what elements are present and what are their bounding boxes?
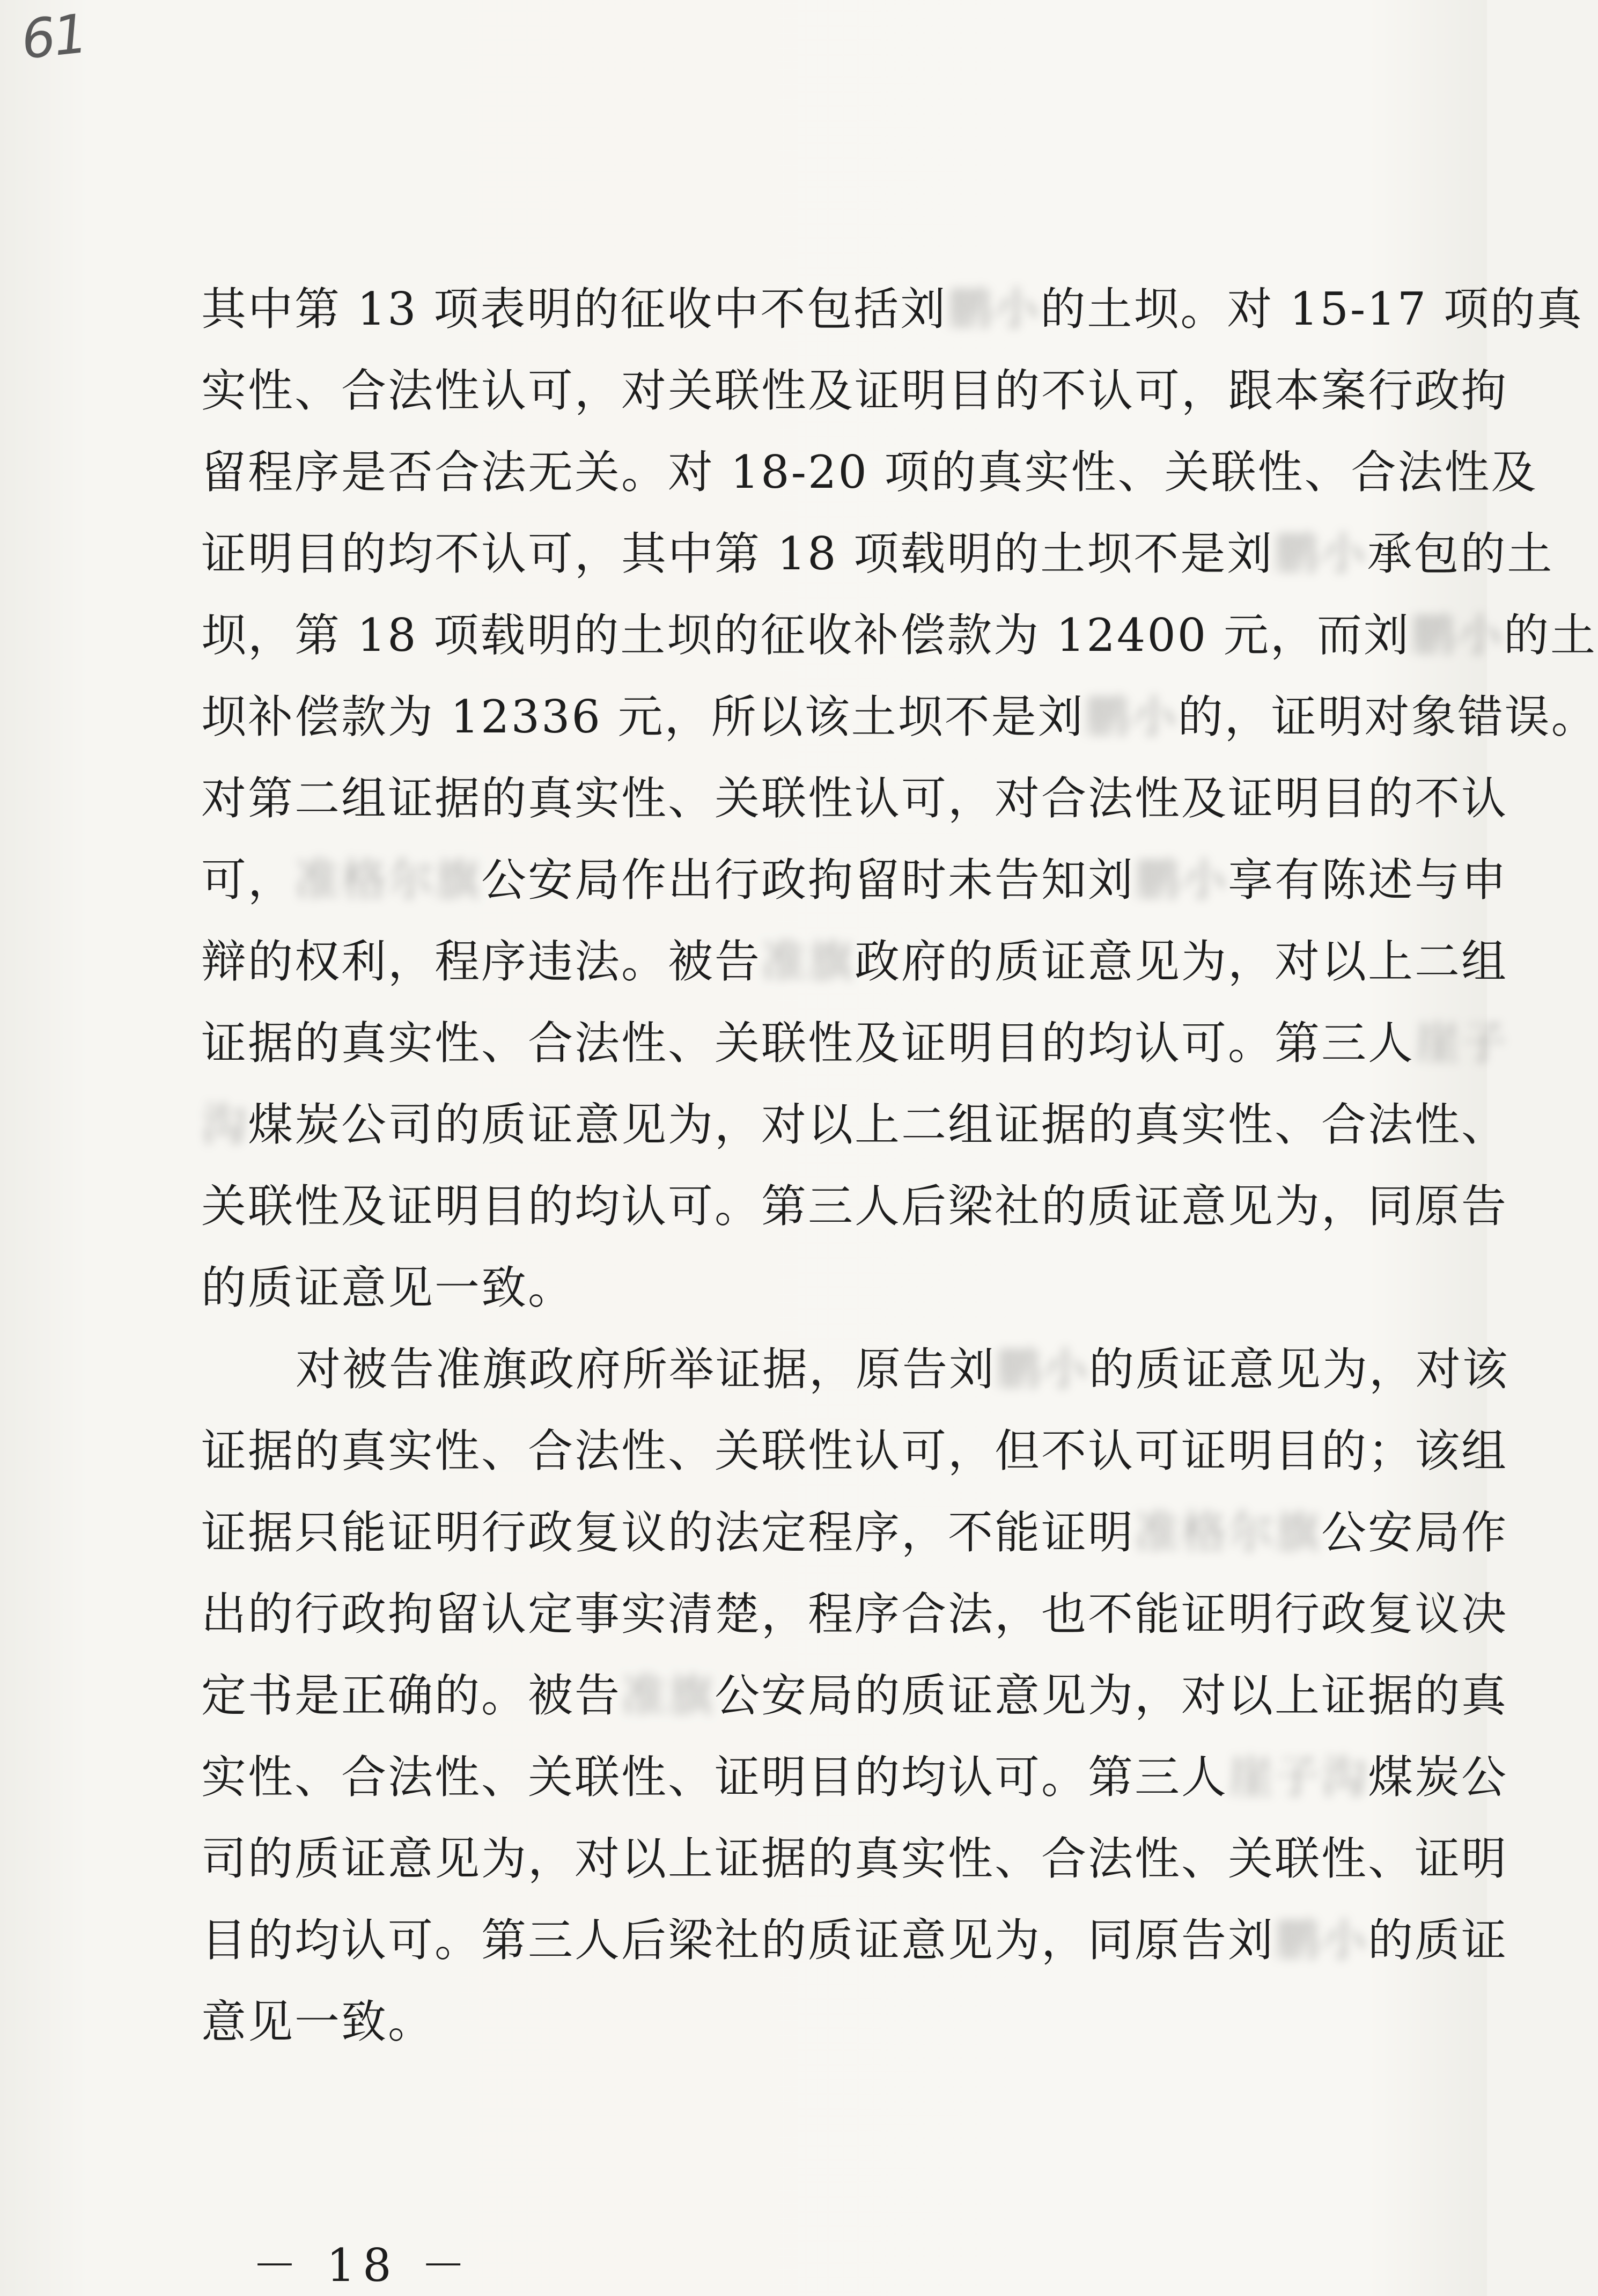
text-segment: 的土坝。对 15-17 项的真 <box>1040 283 1584 335</box>
text-line <box>201 513 1554 595</box>
redacted-name: 鹏小 <box>1410 609 1504 662</box>
redacted-name: 鹏小 <box>947 283 1041 335</box>
redacted-name: 准格尔旗 <box>294 854 482 906</box>
text-segment: 煤炭公司的质证意见为，对以上二组证据的真实性、合法性、 <box>248 1098 1508 1151</box>
redacted-name: 鹏小 <box>1275 1914 1368 1967</box>
text-line <box>201 595 1597 676</box>
redacted-name: 崖子 <box>1415 1017 1508 1069</box>
text-segment: 政府的质证意见为，对以上二组 <box>855 935 1508 988</box>
text-line <box>201 1899 1508 1981</box>
redacted-name: 鹏小 <box>1273 527 1367 580</box>
text-line <box>201 1329 1509 1410</box>
text-line <box>201 676 1598 758</box>
text-segment: 煤炭公 <box>1368 1751 1508 1803</box>
text-segment: 关联性及证明目的均认可。第三人后梁社的质证意见为，同原告 <box>201 1180 1508 1233</box>
text-line <box>201 758 1508 839</box>
redacted-name: 鹏小 <box>1135 854 1228 906</box>
text-segment: 公安局作 <box>1321 1506 1508 1559</box>
text-segment: 证据只能证明行政复议的法定程序，不能证明 <box>201 1506 1135 1559</box>
redacted-name: 准旗 <box>621 1669 715 1722</box>
text-segment: 司的质证意见为，对以上证据的真实性、合法性、关联性、证明 <box>201 1832 1508 1885</box>
text-segment: 承包的土 <box>1367 527 1554 580</box>
redacted-name: 崖子沟 <box>1228 1751 1368 1803</box>
text-segment: 意见一致。 <box>201 1996 435 2048</box>
text-line <box>201 1165 1508 1247</box>
text-segment: 对被告准旗政府所举证据，原告刘 <box>296 1343 996 1396</box>
body-text <box>201 268 1598 2063</box>
text-segment: 的质证 <box>1368 1914 1508 1967</box>
text-line <box>201 350 1508 431</box>
text-segment: 的质证意见为，对该 <box>1089 1343 1509 1396</box>
redacted-name: 鹏小 <box>996 1343 1089 1396</box>
text-segment: 证据的真实性、合法性、关联性认可，但不认可证明目的；该组 <box>201 1425 1508 1477</box>
text-segment: 证明目的均不认可，其中第 18 项载明的土坝不是刘 <box>201 527 1274 580</box>
text-line <box>201 839 1508 921</box>
text-line <box>201 1084 1508 1165</box>
text-segment: 可， <box>201 854 295 906</box>
redacted-name: 鹏小 <box>1084 691 1178 743</box>
text-line <box>201 431 1538 513</box>
redacted-name: 准旗 <box>761 935 855 988</box>
text-segment: 坝补偿款为 12336 元，所以该土坝不是刘 <box>201 691 1085 743</box>
text-line <box>201 1736 1508 1818</box>
text-segment: 坝，第 18 项载明的土坝的征收补偿款为 12400 元，而刘 <box>201 609 1410 662</box>
text-segment: 辩的权利，程序违法。被告 <box>201 935 762 988</box>
text-segment: 定书是正确的。被告 <box>201 1669 622 1722</box>
handwritten-page-mark: 61 <box>18 2 89 71</box>
text-line <box>201 1410 1508 1492</box>
text-segment: 实性、合法性、关联性、证明目的均认可。第三人 <box>201 1751 1228 1803</box>
text-line <box>201 1981 1478 2063</box>
text-segment: 目的均认可。第三人后梁社的质证意见为，同原告刘 <box>201 1914 1275 1967</box>
text-segment: 公安局的质证意见为，对以上证据的真 <box>715 1669 1508 1722</box>
text-segment: 出的行政拘留认定事实清楚，程序合法，也不能证明行政复议决 <box>201 1588 1508 1640</box>
text-segment: 其中第 13 项表明的征收中不包括刘 <box>201 283 947 335</box>
text-segment: 留程序是否合法无关。对 18-20 项的真实性、关联性、合法性及 <box>201 446 1538 498</box>
text-line <box>201 268 1584 350</box>
redacted-name: 准格尔旗 <box>1135 1506 1322 1559</box>
text-segment: 证据的真实性、合法性、关联性及证明目的均认可。第三人 <box>201 1017 1415 1069</box>
text-line <box>201 1247 1478 1329</box>
text-segment: 的，证明对象错误。 <box>1177 691 1598 743</box>
text-segment: 的土 <box>1503 609 1597 662</box>
text-segment: 享有陈述与申 <box>1228 854 1508 906</box>
text-line <box>201 921 1508 1002</box>
redacted-name: 沟 <box>201 1098 248 1151</box>
text-line <box>201 1655 1508 1736</box>
page-number: － 18 － <box>252 2239 474 2292</box>
text-line <box>201 1002 1508 1084</box>
text-segment: 公安局作出行政拘留时未告知刘 <box>481 854 1135 906</box>
text-segment: 对第二组证据的真实性、关联性认可，对合法性及证明目的不认 <box>201 772 1508 825</box>
text-segment: 的质证意见一致。 <box>201 1261 575 1314</box>
text-line <box>201 1818 1508 1899</box>
text-line <box>201 1492 1508 1573</box>
text-segment: 实性、合法性认可，对关联性及证明目的不认可，跟本案行政拘 <box>201 364 1508 417</box>
text-line <box>201 1573 1508 1655</box>
